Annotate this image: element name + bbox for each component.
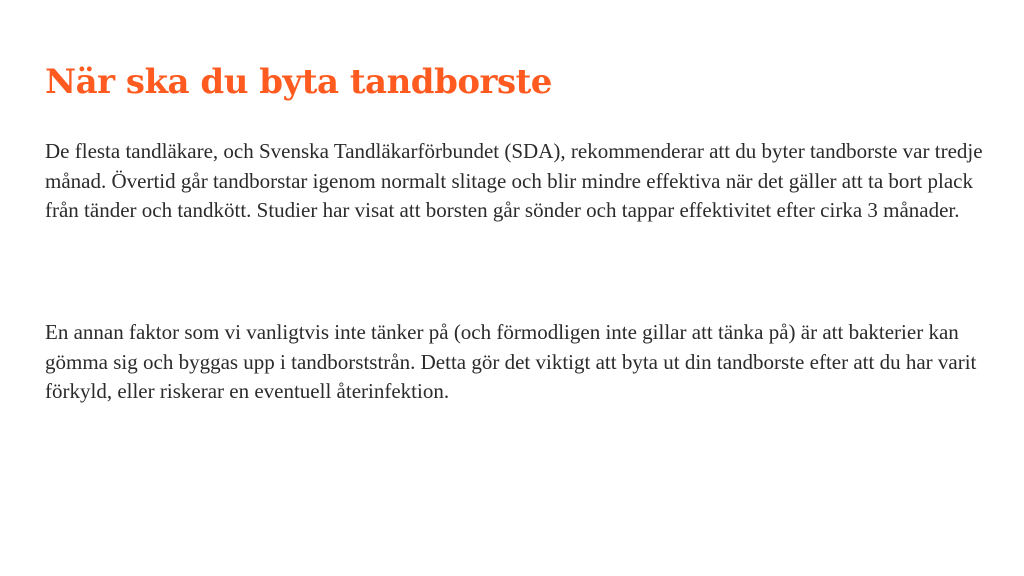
body-paragraph-2: En annan faktor som vi vanligtvis inte tänker på (och förmodligen inte gillar att tänka på) är att bakterier kan gömma sig och byggas upp i tandborststrån. Detta gör det viktigt att byta ut din tandborste efter att du har varit förkyld, eller riskerar en eventuell återinfektion. xyxy=(45,320,977,403)
body-paragraph-1: De flesta tandläkare, och Svenska Tandläkarförbundet (SDA), rekommenderar att du byter tandborste var tredje månad. Övertid går tandborstar igenom normalt slitage och blir mindre effektiva när det gäller att ta bort plack från tänder och tandkött. Studier har visat att borsten går sönder och tappar effektivitet efter cirka 3 månader. xyxy=(45,139,983,222)
slide-title: När ska du byta tandborste xyxy=(45,62,552,102)
